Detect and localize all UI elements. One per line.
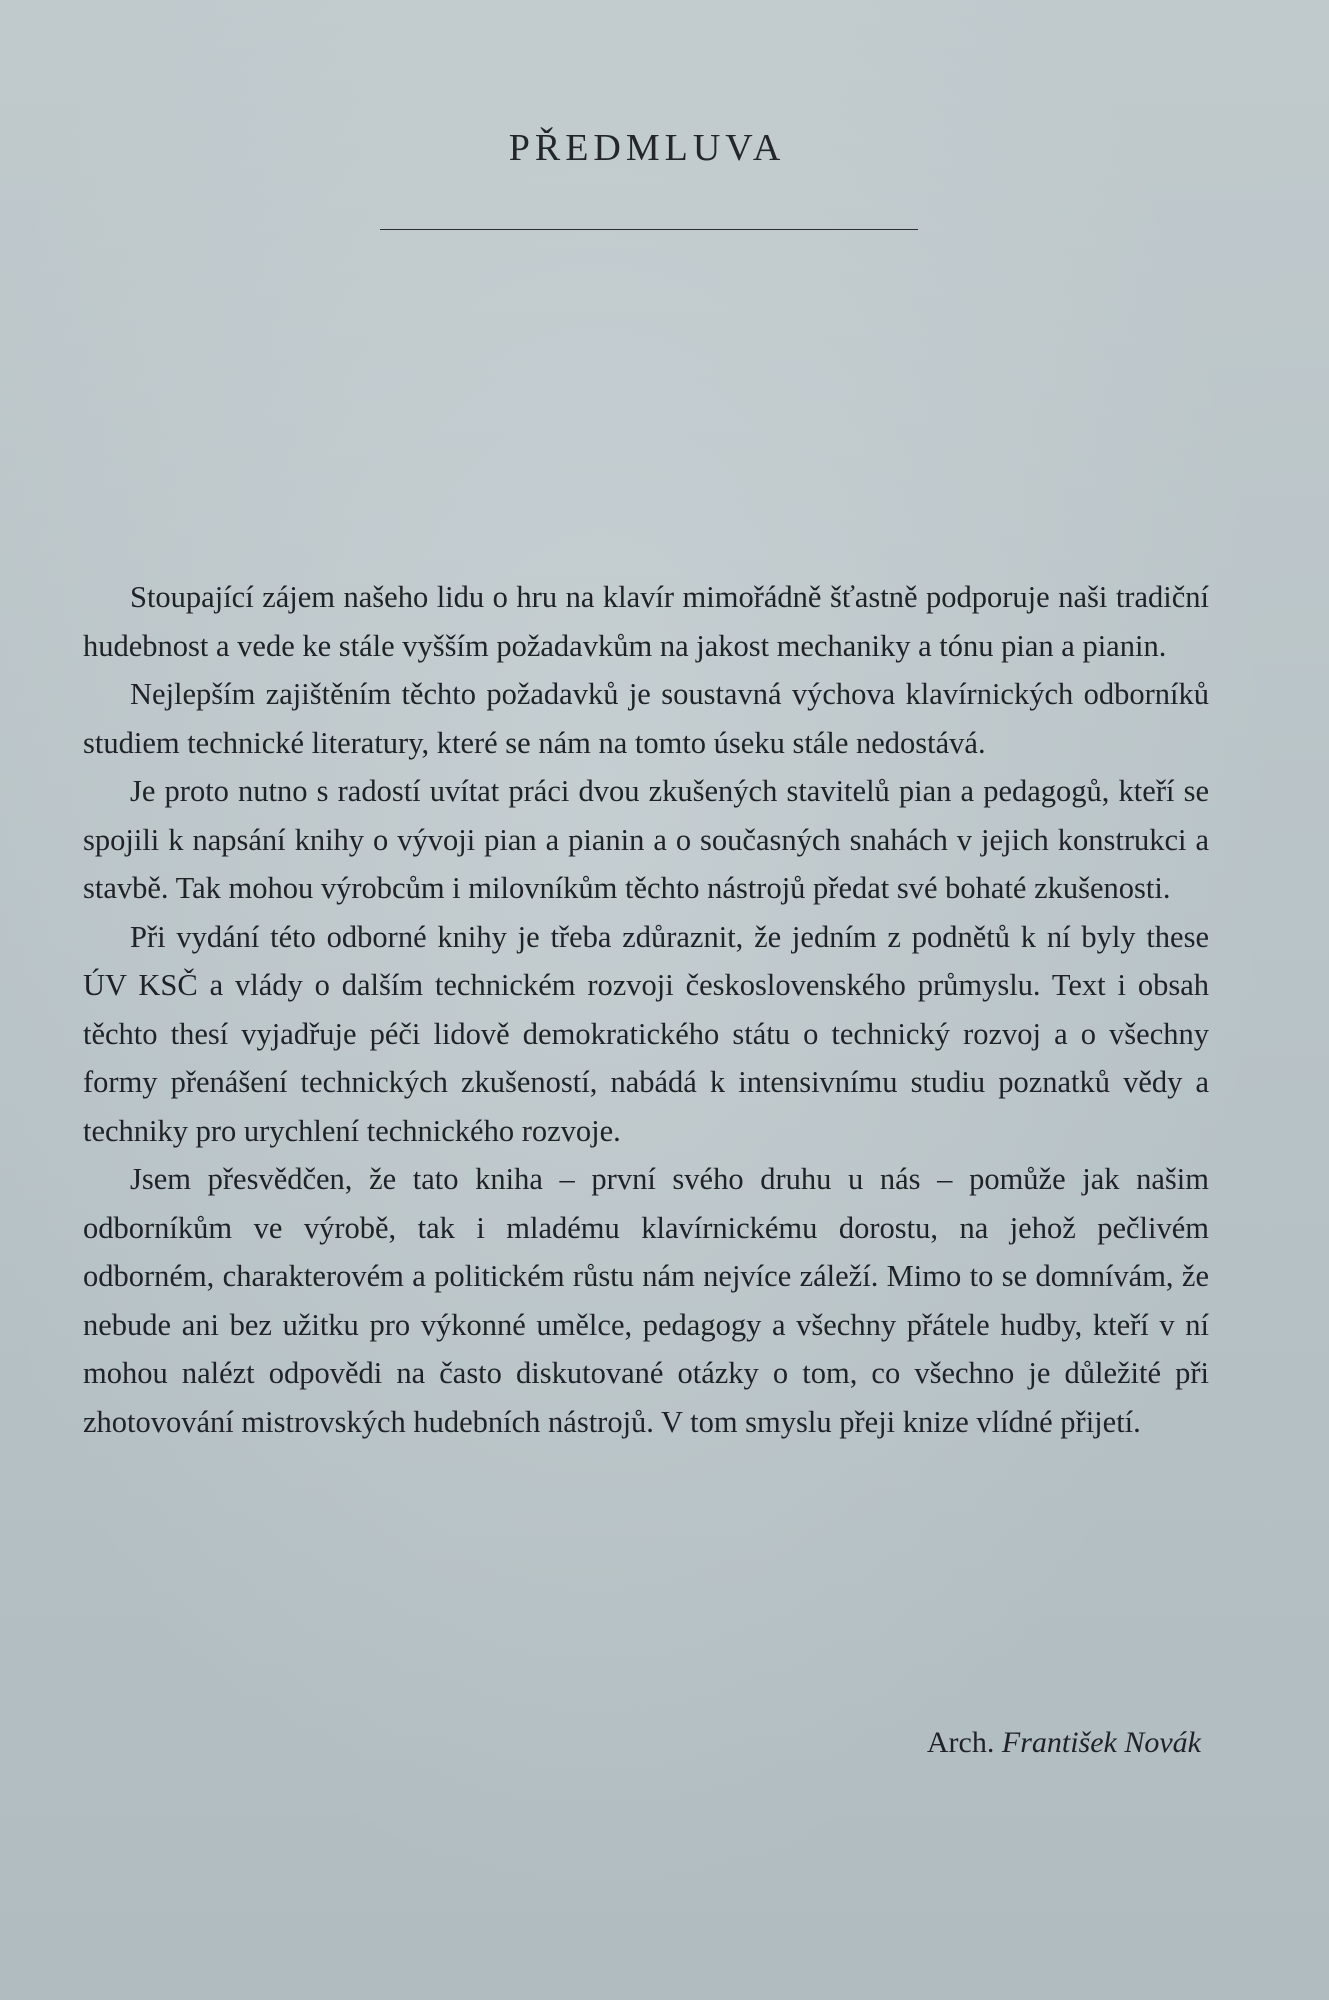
paragraph-3: Je proto nutno s radostí uvítat práci dvou zkušených stavitelů pian a pedagogů, kteří se spojili k napsání knihy o vývoji pian a pianin a o současných snahách v jejich konstrukci a stavbě. Tak mohou výrobcům i milovníkům těchto nástrojů předat své bohaté zkušenosti.	[83, 774, 1209, 905]
preface-body	[83, 573, 1209, 1446]
paragraph-5: Jsem přesvědčen, že tato kniha – první svého druhu u nás – pomůže jak našim odborníkům ve výrobě, tak i mladému klavírnickému dorostu, na jehož pečlivém odborném, charakterovém a politickém růstu nám nejvíce záleží. Mimo to se domnívám, že nebude ani bez užitku pro výkonné umělce, pedagogy a všechny přátele hudby, kteří v ní mohou nalézt odpovědi na často diskutované otázky o tom, co všechno je důležité při zhotovování mistrovských hudebních nástrojů. V tom smyslu přeji knize vlídné přijetí.	[83, 1162, 1209, 1439]
title-divider	[380, 229, 918, 230]
paragraph-2: Nejlepším zajištěním těchto požadavků je soustavná výchova klavírnických odborníků studiem technické literatury, které se nám na tomto úseku stále nedostává.	[83, 677, 1209, 760]
signature-prefix: Arch.	[926, 1726, 995, 1759]
page-title: PŘEDMLUVA	[508, 127, 786, 169]
paragraph-4: Při vydání této odborné knihy je třeba zdůraznit, že jedním z podnětů k ní byly these ÚV KSČ a vlády o dalším technickém rozvoji československého průmyslu. Text i obsah těchto thesí vyjadřuje péči lidově demokratického státu o technický rozvoj a o všechny formy přenášení technických zkušeností, nabádá k intensivnímu studiu poznatků vědy a techniky pro urychlení technického rozvoje.	[83, 919, 1209, 1148]
author-signature	[927, 1726, 1201, 1760]
paragraph-1: Stoupající zájem našeho lidu o hru na klavír mimořádně šťastně podporuje naši tradiční hudebnost a vede ke stále vyšším požadavkům na jakost mechaniky a tónu pian a pianin.	[83, 580, 1209, 663]
signature-name: František Novák	[1001, 1726, 1201, 1759]
